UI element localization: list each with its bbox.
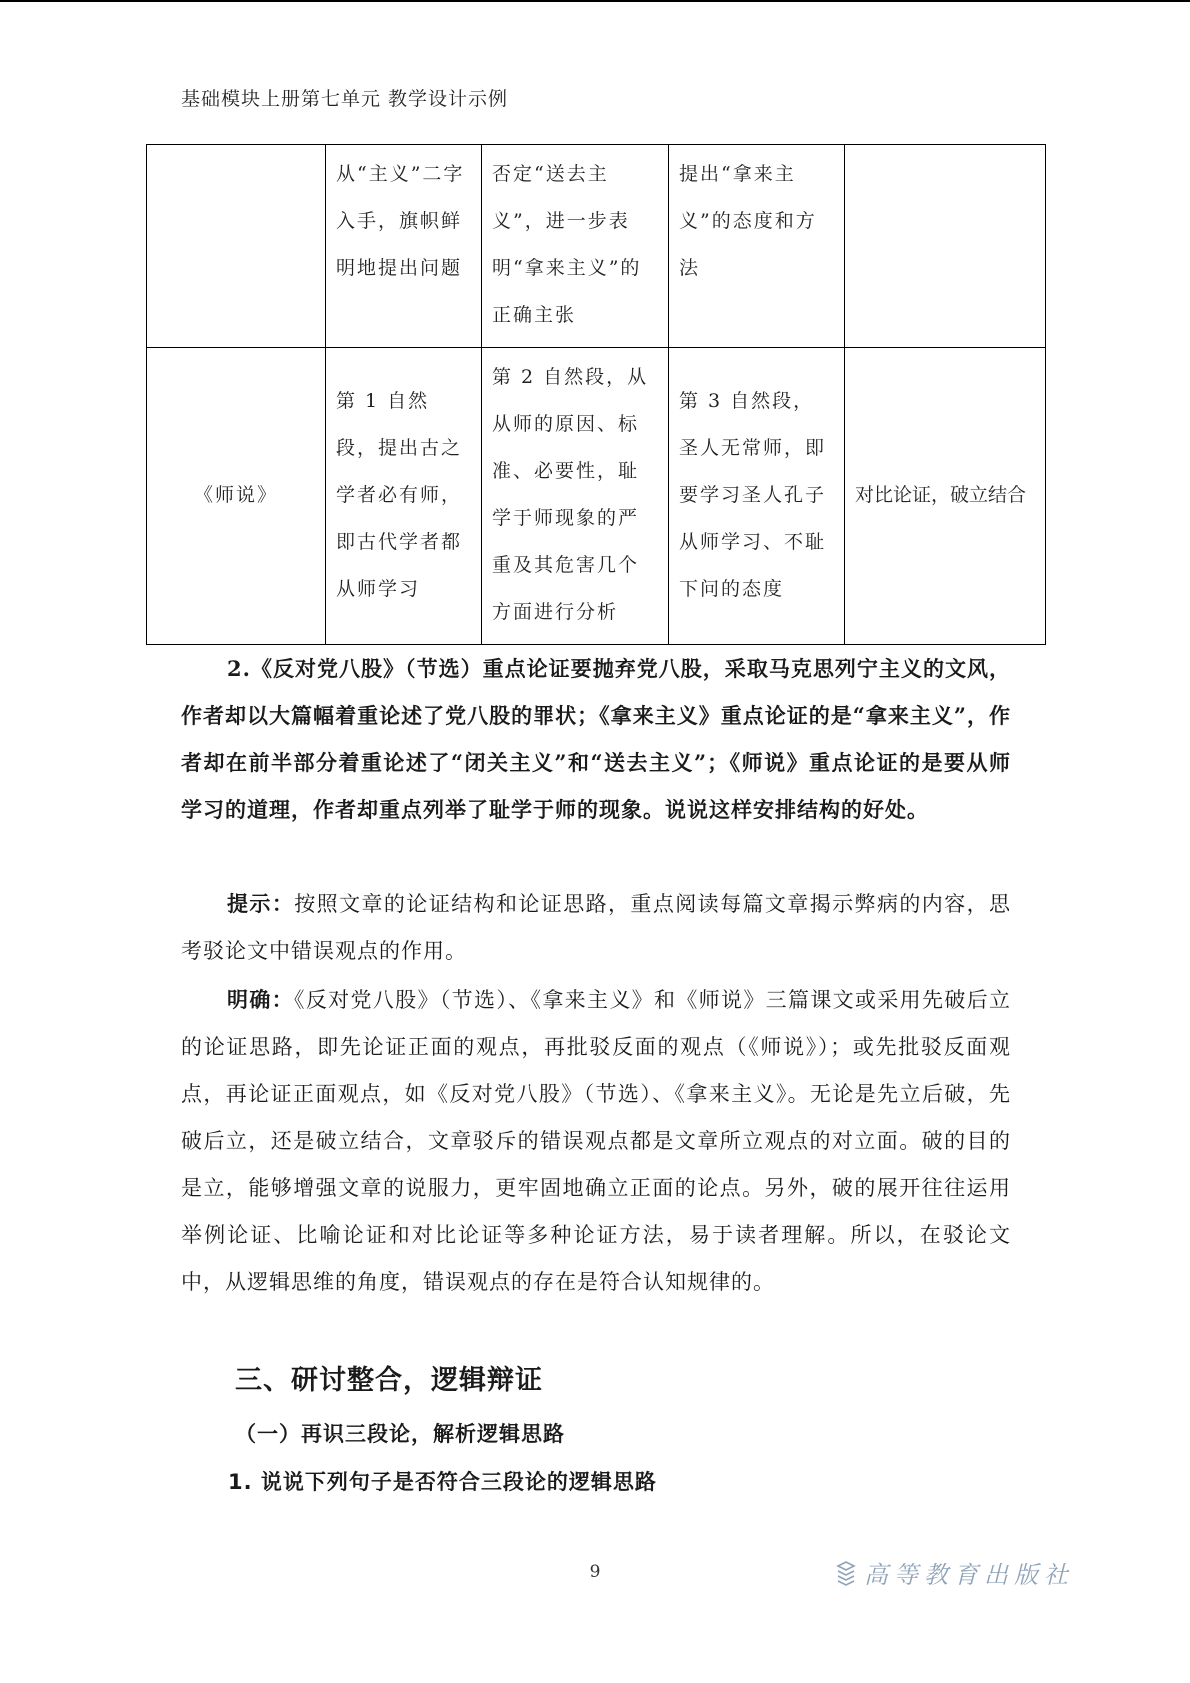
question-2 <box>181 645 1011 833</box>
publisher-mark <box>836 1555 1074 1590</box>
table-cell-paragraph-1: 第 1 自然段，提出古之学者必有师，即古代学者都从师学习 <box>326 348 482 645</box>
running-header: 基础模块上册第七单元 教学设计示例 <box>181 88 509 110</box>
hint-text: 按照文章的论证结构和论证思路，重点阅读每篇文章揭示弊病的内容，思考驳论文中错误观点的作用。 <box>181 892 1012 963</box>
argument-structure-table <box>146 144 1046 645</box>
table-row <box>147 145 1046 348</box>
question-2-text: 2.《反对党八股》（节选）重点论证要抛弃党八股，采取马克思列宁主义的文风，作者却以大篇幅着重论述了党八股的罪状；《拿来主义》重点论证的是“拿来主义”，作者却在前半部分着重论述了“闭关主义”和“送去主义”；《师说》重点论证的是要从师学习的道理，作者却重点列举了耻学于师的现象。说说这样安排结构的好处。 <box>181 656 1011 822</box>
table-cell-method: 对比论证，破立结合 <box>845 348 1046 645</box>
subsection-title: （一）再识三段论，解析逻辑思路 <box>235 1422 565 1446</box>
top-border-rule <box>0 0 1190 2</box>
table-cell-method <box>845 145 1046 348</box>
page-number: 9 <box>589 1562 601 1582</box>
table-cell-paragraph-3: 第 3 自然段，圣人无常师，即要学习圣人孔子从师学习、不耻下问的态度 <box>669 348 845 645</box>
publisher-logo-icon <box>836 1560 856 1586</box>
table-cell-title <box>147 145 326 348</box>
hint-label: 提示： <box>227 891 295 916</box>
table-row <box>147 348 1046 645</box>
section-title: 三、研讨整合，逻辑辩证 <box>235 1365 543 1396</box>
table-cell-title: 《师说》 <box>147 348 326 645</box>
hint-paragraph <box>181 880 1011 975</box>
explain-label: 明确： <box>227 987 294 1012</box>
table-cell-paragraph-2: 否定“送去主义”，进一步表明“拿来主义”的正确主张 <box>482 145 669 348</box>
table-cell-paragraph-1: 从“主义”二字入手，旗帜鲜明地提出问题 <box>326 145 482 348</box>
table-cell-paragraph-3: 提出“拿来主义”的态度和方法 <box>669 145 845 348</box>
table-cell-paragraph-2: 第 2 自然段，从从师的原因、标准、必要性，耻学于师现象的严重及其危害几个方面进行分析 <box>482 348 669 645</box>
explain-text: 《反对党八股》（节选）、《拿来主义》和《师说》三篇课文或采用先破后立的论证思路，即先论证正面的观点，再批驳反面的观点（《师说》）；或先批驳反面观点，再论证正面观点，如《反对党八股》（节选）、《拿来主义》。无论是先立后破，先破后立，还是破立结合，文章驳斥的错误观点都是文章所立观点的对立面。破的目的是立，能够增强文章的说服力，更牢固地确立正面的论点。另外，破的展开往往运用举例论证、比喻论证和对比论证等多种论证方法，易于读者理解。所以，在驳论文中，从逻辑思维的角度，错误观点的存在是符合认知规律的。 <box>181 988 1011 1294</box>
publisher-name: 高等教育出版社 <box>864 1561 1074 1589</box>
item-title: 1. 说说下列句子是否符合三段论的逻辑思路 <box>228 1470 657 1494</box>
explain-paragraph <box>181 976 1011 1306</box>
